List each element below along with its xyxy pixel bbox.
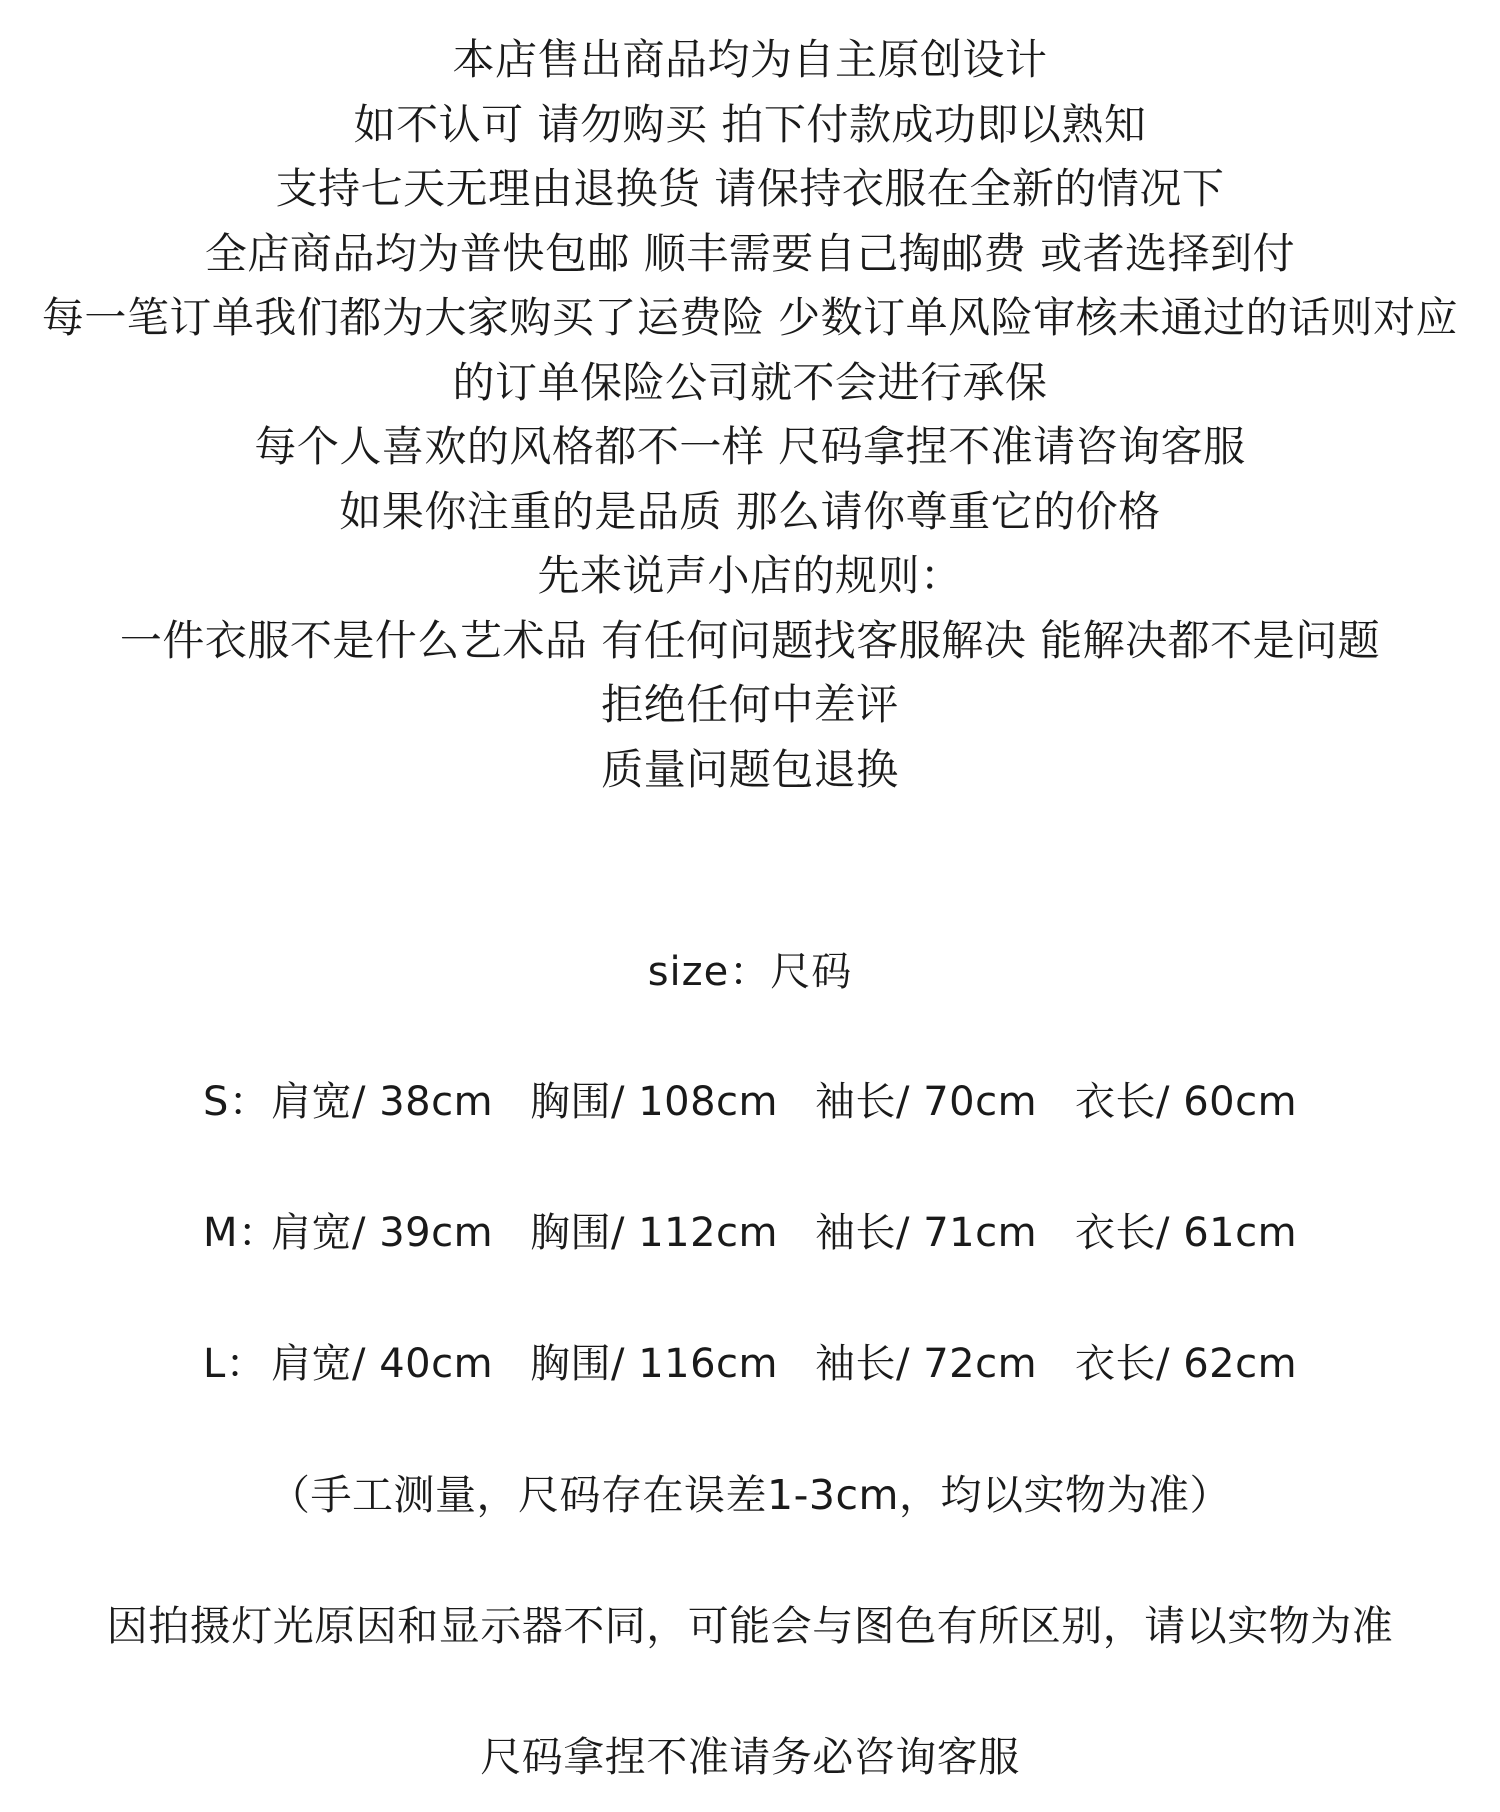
shop-notice: [0, 28, 1500, 802]
size-label: S：: [203, 1079, 270, 1125]
notice-line-original-design: 本店售出商品均为自主原创设计: [452, 35, 1048, 84]
notice-line-no-negative-reviews: 拒绝任何中差评: [601, 680, 899, 729]
chest-circumference: 胸围/ 116cm: [530, 1341, 778, 1387]
notice-line-purchase-acknowledgement: 如不认可 请勿购买 拍下付款成功即以熟知: [353, 99, 1147, 149]
chest-circumference: 胸围/ 108cm: [530, 1079, 778, 1125]
sleeve-length: 袖长/ 70cm: [815, 1079, 1038, 1125]
notice-line-seven-day-return: 支持七天无理由退换货 请保持衣服在全新的情况下: [275, 164, 1225, 213]
color-difference-note: 因拍摄灯光原因和显示器不同，可能会与图色有所区别，请以实物为准: [106, 1602, 1394, 1650]
notice-line-quality-return: 质量问题包退换: [601, 744, 899, 794]
garment-length: 衣长/ 61cm: [1075, 1210, 1298, 1256]
chest-circumference: 胸围/ 112cm: [530, 1210, 778, 1256]
measurement-error-note: （手工测量，尺码存在误差1-3cm，均以实物为准）: [269, 1471, 1231, 1519]
notice-line-rules-heading: 先来说声小店的规则：: [537, 551, 963, 600]
garment-length: 衣长/ 60cm: [1075, 1079, 1298, 1125]
sleeve-length: 袖长/ 72cm: [815, 1341, 1038, 1387]
size-chart-heading: size：尺码: [647, 949, 853, 995]
consult-service-note: 尺码拿捏不准请务必咨询客服: [480, 1733, 1020, 1781]
notice-line-free-shipping: 全店商品均为普快包邮 顺丰需要自己掏邮费 或者选择到付: [204, 228, 1296, 278]
notice-line-shipping-insurance: 每一笔订单我们都为大家购买了运费险 少数订单风险审核未通过的话则对应: [41, 293, 1459, 342]
size-label: L：: [203, 1341, 267, 1387]
sleeve-length: 袖长/ 71cm: [815, 1210, 1038, 1256]
notice-line-not-art: 一件衣服不是什么艺术品 有任何问题找客服解决 能解决都不是问题: [119, 615, 1381, 665]
shoulder-width: 肩宽/ 40cm: [271, 1341, 494, 1387]
size-label: M：: [203, 1210, 279, 1256]
shoulder-width: 肩宽/ 38cm: [271, 1079, 494, 1125]
shoulder-width: 肩宽/ 39cm: [271, 1210, 494, 1256]
notice-line-consult-service: 每个人喜欢的风格都不一样 尺码拿捏不准请咨询客服: [254, 422, 1246, 471]
notice-line-shipping-insurance-cont: 的订单保险公司就不会进行承保: [452, 357, 1048, 407]
notice-line-quality-price: 如果你注重的是品质 那么请你尊重它的价格: [339, 486, 1161, 536]
garment-length: 衣长/ 62cm: [1075, 1341, 1298, 1387]
